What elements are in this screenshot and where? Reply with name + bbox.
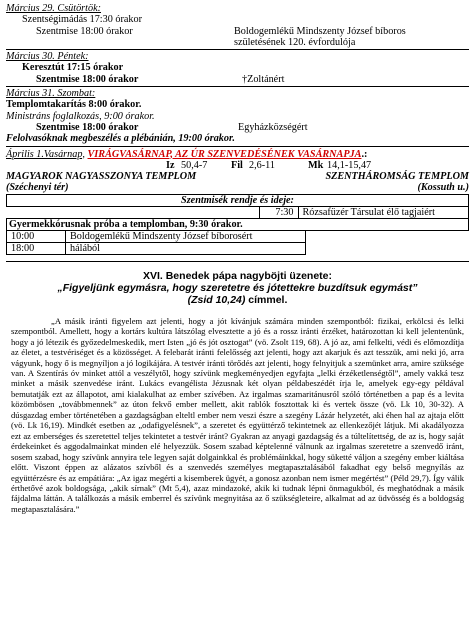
feast-title-end: .: — [361, 148, 368, 160]
event-line — [6, 37, 469, 48]
schedule-desc: hálából — [66, 242, 306, 254]
table-row — [7, 242, 306, 254]
church-left: MAGYAROK NAGYASSZONYA TEMPLOM — [6, 171, 197, 183]
event-line — [6, 26, 469, 37]
date-label: Március 30. Péntek: — [6, 51, 89, 63]
reading-book: Fil — [231, 159, 243, 171]
event-line — [6, 74, 469, 85]
schedule-time: 18:00 — [7, 242, 66, 254]
event-text: Szentmise 18:00 órakor — [36, 73, 139, 85]
message-subtitle-ref: (Zsid 10,24) — [187, 293, 246, 306]
event-note: Egyházközségért — [238, 121, 308, 133]
reading-ref: 2,6-11 — [249, 159, 275, 171]
date-label: Április 1.Vasárnap, — [6, 148, 85, 160]
mass-schedule-table — [6, 194, 469, 231]
message-title: XVI. Benedek pápa nagyböjti üzenete: — [142, 269, 333, 282]
message-body — [11, 316, 464, 515]
readings-line — [6, 160, 469, 171]
divider — [6, 86, 469, 87]
date-heading — [6, 149, 469, 160]
event-text: Felolvasóknak megbeszélés a plébánián, 19:00 órakor. — [6, 133, 235, 145]
date-label: Március 29. Csütörtök: — [6, 3, 101, 14]
event-note: születésének 120. évfordulója — [234, 36, 356, 48]
table-row — [7, 230, 306, 242]
table-row — [7, 218, 469, 230]
choir-note: Gyermekkórusnak próba a templomban, 9:30 órakor. — [7, 218, 469, 230]
event-line — [6, 122, 469, 133]
place-left: (Széchenyi tér) — [6, 182, 69, 194]
church-right: SZENTHÁROMSÁG TEMPLOM — [325, 171, 469, 183]
schedule-header: Szentmisék rendje és ideje: — [7, 194, 469, 206]
event-line — [6, 62, 469, 73]
event-text: Templomtakarítás 8:00 órakor. — [6, 99, 142, 111]
feast-title: VIRÁGVASÁRNAP, AZ ÚR SZENVEDÉSÉNEK VASÁRNAPJA — [87, 148, 362, 160]
reading-book: Mk — [308, 159, 324, 171]
date-label: Március 31. Szombat: — [6, 88, 96, 100]
message-paragraph: „A másik iránti figyelem azt jelenti, hogy a jót kívánjuk számára minden szempontból: fizikai, erkölcsi és lelki szempontból. Amellett, hogy a kortárs kultúra látszólag elvesztette a jó és a rossz iránti érzéket, határozottan ki kell jelentenünk, hogy a jó létezik és győzedelmeskedik, mert Isten „jó és jót osztogat” (vö. Zsolt 119, 68). A jó az, ami felkelti, védi és előmozdítja az életet, a testvériséget és a közösséget. A felebarát iránti felelősség azt jelenti, hogy azt akarjuk és azt tesszük, ami neki jó, arra vágyunk, hogy ő is megnyíljon a jó logikájára. A testvér iránti törődés azt jelenti, hogy felnyitjuk a szemünket arra, amire szüksége van. A Szentírás óv minket attól a veszélytől, hogy szívünk megkeményedjen egyfajta „lelki érzéketlenségtől”, amely vakká tesz minket a másik szenvedése iránt. Lukács evangélista Jézusnak két olyan példabeszédét írja le, amelyek egy-egy példával bemutatják ezt az állapotot, ami kialakulhat az ember szívében. Az irgalmas szamaritánusról szóló történetben a pap és a levita közömbösen „továbbmennek” az úton fekvő ember mellett, akit rablók fosztottak ki és vertek össze (vö. Lk 10, 30-32). A dúsgazdag ember történetében a gazdagságban elteltl ember nem veszi észre a szegény Lázár helyzetét, aki éhen hal az ajtaja előtt (vö. Lk 16,19). Mindkét esetben az „odafigyelésnek”, a szeretet és együttérző tekintetnek az ellenkezőjét látjuk. Mi akadályozza ezt az emberséges és szeretettel teljes tekintetet a testvér iránt? Gyakran az anyagi gazdagság és a túltelítettség, de az is, hogy saját érdekeinket és aggodalmainkat minden elé helyezzük. Sosem szabad képtelenné válnunk az irgalmas szeretetre a szenvedő iránt, sosem szabad, hogy szívünk annyira tele legyen saját dolgainkkal és problémáinkkal, hogy süketté váljon a szegény ember kiáltása előtt. Viszont éppen az alázatos szívből és a szenvedés személyes megtapasztalásából fakadhat egy belső megnyílás az együttérzésre és az empátiára: „Az igaz megérti a kisemberek ügyét, a gonosz azonban nem ismer megértést” (Péld 29,7). Így válik érthetővé azok boldogsága, „akik sírnak” (Mt 5,4), azaz mindazoké, akik ki tudnak lépni önmagukból, és meghatódnak a másik fájdalma láttán. A találkozás a másik emberrel és szívünk megnyitása az ő szükségleteire, alkalmat ad az üdvösség és a boldogság megtapasztalására.” — [11, 315, 464, 514]
message-subtitle-suffix: címmel. — [245, 293, 288, 306]
reading-book: Iz — [166, 159, 175, 171]
message-subtitle: „Figyeljünk egymásra, hogy szeretetre és jótettekre buzdítsuk egymást” — [57, 281, 418, 294]
event-note: Boldogemlékű Mindszenty József bíboros — [234, 25, 406, 37]
schedule-time: 7:30 — [259, 206, 298, 218]
message-section — [6, 270, 469, 515]
divider — [6, 49, 469, 50]
mass-schedule-table-2 — [6, 230, 306, 255]
event-line — [6, 133, 469, 144]
event-line — [6, 14, 469, 25]
divider — [6, 261, 469, 262]
message-subtitle-line2 — [6, 294, 469, 306]
event-text: Szentmise 18:00 órakor — [36, 121, 139, 133]
date-heading — [6, 3, 469, 14]
schedule-desc: Rózsafüzér Társulat élő tagjaiért — [298, 206, 469, 218]
date-heading — [6, 88, 469, 99]
event-line — [6, 99, 469, 110]
table-cell — [7, 206, 260, 218]
schedule-desc: Boldogemlékű Mindszenty József bíborosért — [66, 230, 306, 242]
event-text: Keresztút 17:15 órakor — [22, 62, 124, 74]
place-line — [6, 182, 469, 193]
event-text: Ministráns foglalkozás, 9:00 órakor. — [6, 110, 155, 122]
reading-ref: 50,4-7 — [181, 159, 208, 171]
event-note: †Zoltánért — [242, 73, 285, 85]
event-line — [6, 111, 469, 122]
place-right: (Kossuth u.) — [417, 182, 469, 194]
event-text: Szentmise 18:00 órakor — [36, 25, 133, 37]
event-text: Szentségimádás 17:30 órakor — [22, 14, 142, 26]
date-heading — [6, 51, 469, 62]
church-line — [6, 171, 469, 182]
table-row — [7, 194, 469, 206]
table-row — [7, 206, 469, 218]
reading-ref: 14,1-15,47 — [327, 159, 372, 171]
divider — [6, 146, 469, 147]
schedule-time: 10:00 — [7, 230, 66, 242]
